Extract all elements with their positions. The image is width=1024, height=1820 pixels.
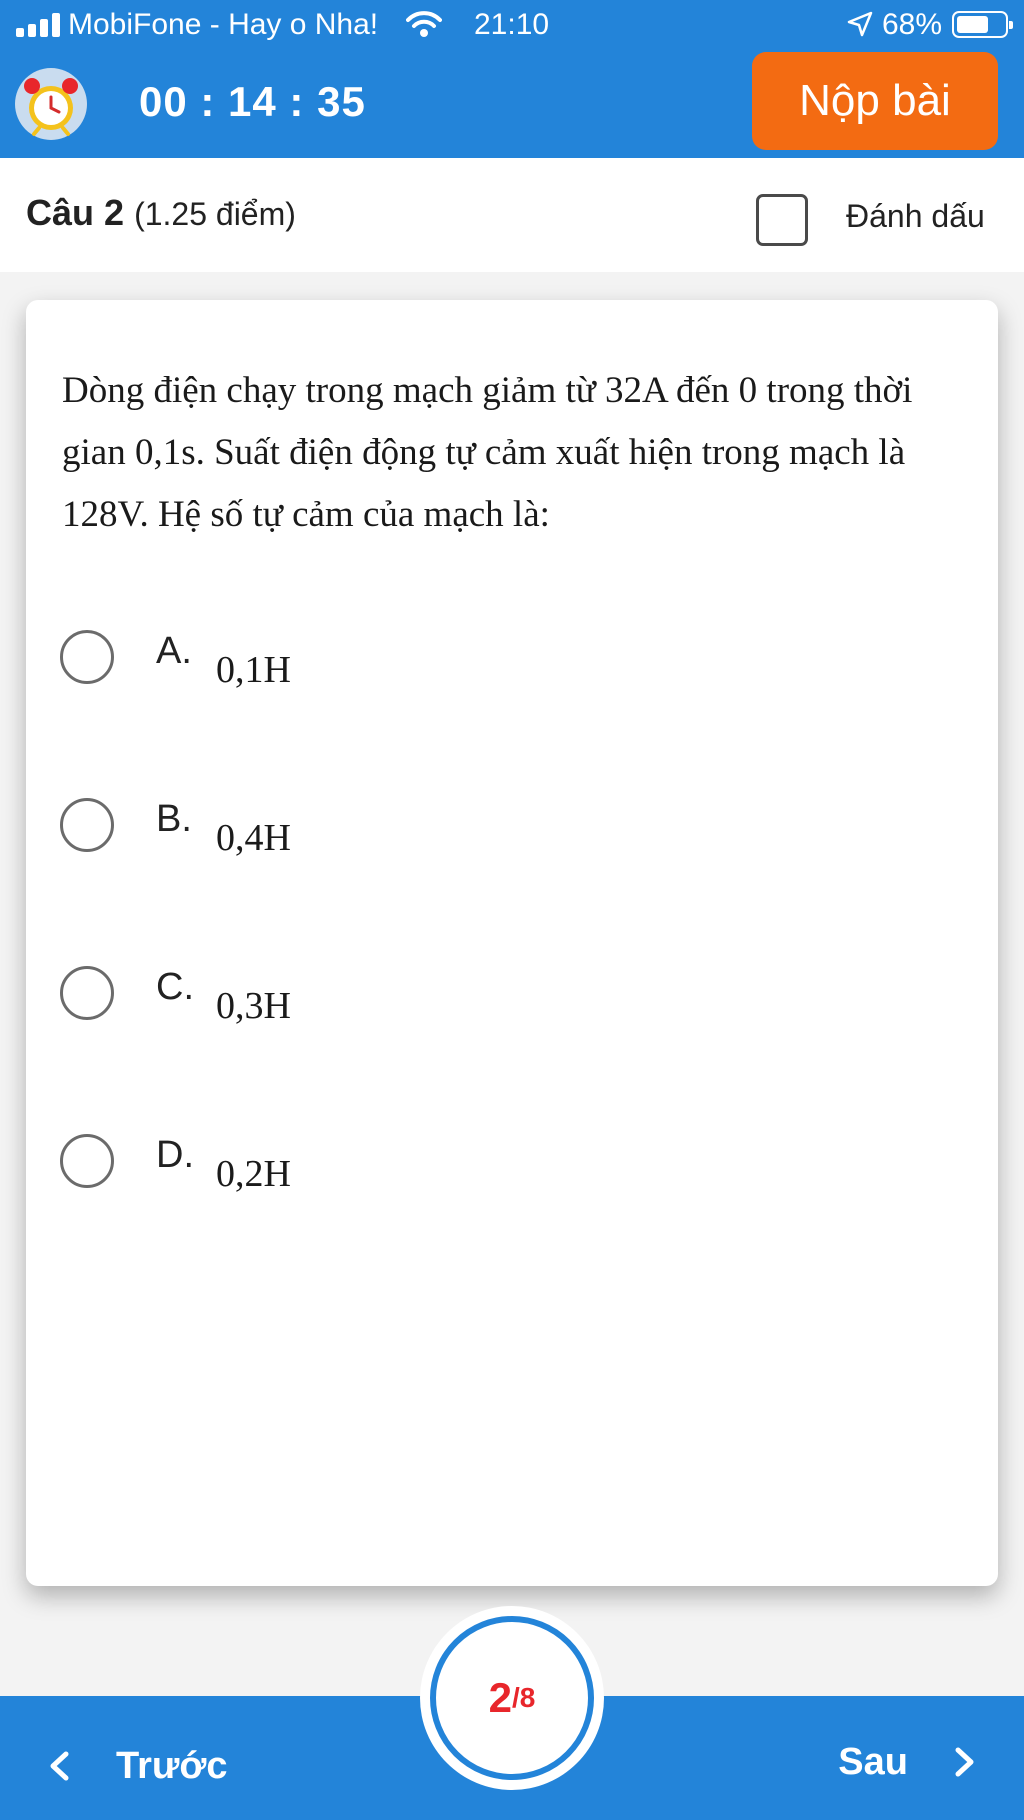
radio-button[interactable]	[60, 966, 114, 1020]
chevron-left-icon	[40, 1746, 80, 1786]
next-button[interactable]	[838, 1732, 984, 1792]
previous-label: Trước	[116, 1744, 228, 1787]
carrier-name: MobiFone - Hay o Nha!	[68, 8, 379, 41]
option-letter: A.	[156, 630, 192, 672]
previous-button[interactable]	[40, 1736, 228, 1796]
radio-button[interactable]	[60, 630, 114, 684]
alarm-clock-icon	[12, 64, 90, 142]
page-indicator[interactable]	[420, 1606, 604, 1790]
answer-option-c[interactable]	[60, 958, 940, 1048]
status-bar	[0, 0, 1024, 50]
option-letter: C.	[156, 966, 194, 1008]
next-label: Sau	[838, 1740, 908, 1783]
question-text: Dòng điện chạy trong mạch giảm từ 32A đến 0 trong thời gian 0,1s. Suất điện động tự cảm xuất hiện trong mạch là 128V. Hệ số tự cảm của mạch là:	[62, 370, 913, 535]
countdown-timer: 00 : 14 : 35	[139, 78, 366, 125]
option-text: 0,1H	[216, 649, 291, 691]
option-text: 0,4H	[216, 817, 291, 859]
location-arrow-icon	[846, 10, 874, 38]
current-page: 2	[488, 1674, 512, 1721]
answer-option-b[interactable]	[60, 790, 940, 880]
question-points: (1.25 điểm)	[134, 196, 296, 232]
question-title	[26, 192, 296, 234]
answer-option-a[interactable]	[60, 622, 940, 712]
top-header	[0, 0, 1024, 158]
wifi-icon	[406, 10, 442, 38]
question-card	[26, 300, 998, 1586]
mark-label[interactable]: Đánh dấu	[846, 198, 985, 234]
question-number: Câu 2	[26, 192, 125, 233]
page-indicator-ring	[430, 1616, 594, 1780]
option-letter: B.	[156, 798, 192, 840]
chevron-right-icon	[944, 1742, 984, 1782]
status-time: 21:10	[474, 8, 550, 41]
question-header	[0, 158, 1024, 272]
radio-button[interactable]	[60, 1134, 114, 1188]
submit-button[interactable]: Nộp bài	[752, 52, 998, 150]
option-letter: D.	[156, 1134, 194, 1176]
option-text: 0,2H	[216, 1153, 291, 1195]
cellular-signal-icon	[16, 13, 62, 37]
battery-icon	[952, 11, 1008, 38]
battery-percent: 68%	[882, 8, 943, 41]
mark-checkbox[interactable]	[756, 194, 808, 246]
total-pages: /8	[512, 1682, 536, 1713]
answer-option-d[interactable]	[60, 1126, 940, 1216]
radio-button[interactable]	[60, 798, 114, 852]
option-text: 0,3H	[216, 985, 291, 1027]
